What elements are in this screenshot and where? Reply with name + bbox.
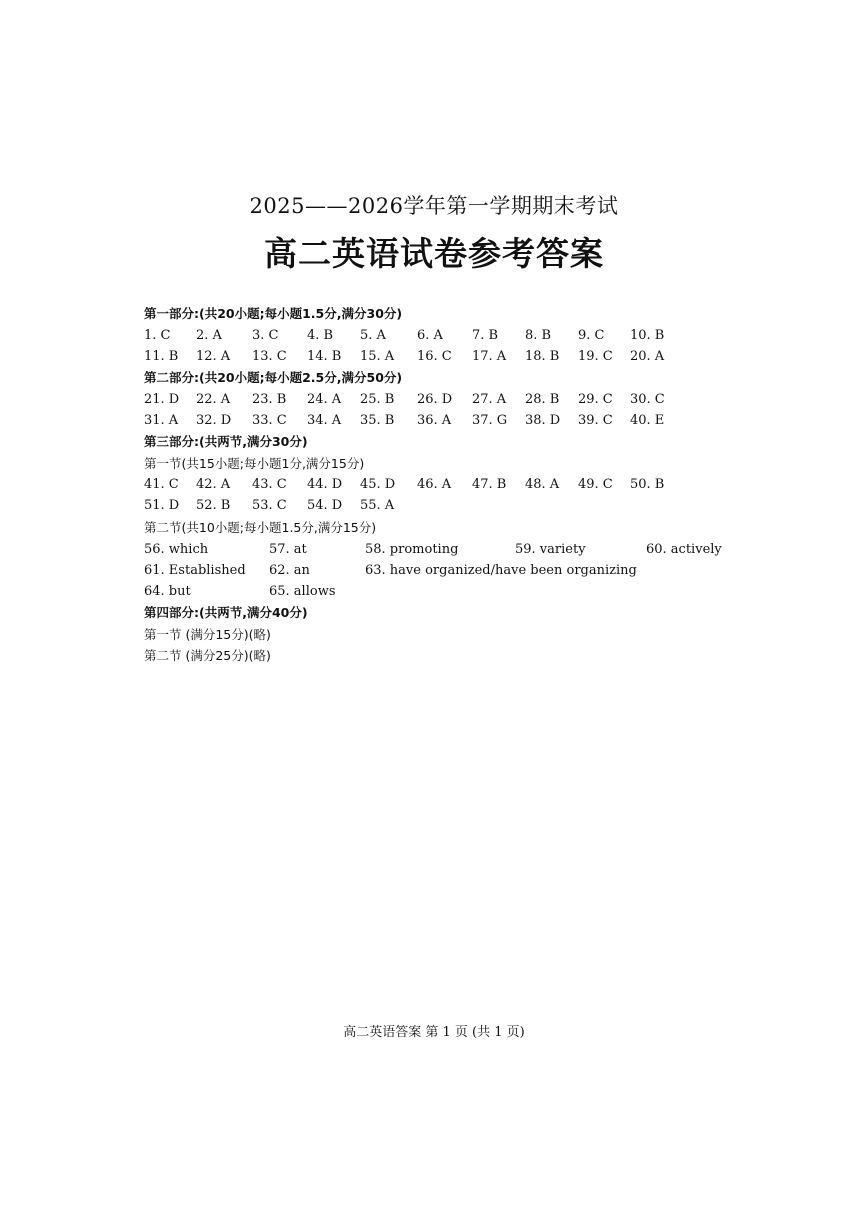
answer-item: 38. D <box>525 413 561 428</box>
part4-section1: 第一节 (满分15分)(略) <box>144 627 271 642</box>
answer-item: 30. C <box>630 392 665 407</box>
answer-item: 13. C <box>252 349 287 364</box>
part4-section2: 第二节 (满分25分)(略) <box>144 648 271 663</box>
answer-item: 60. actively <box>646 542 722 557</box>
answer-item: 57. at <box>269 542 307 557</box>
answer-item: 25. B <box>360 392 395 407</box>
answer-item: 27. A <box>472 392 507 407</box>
answer-key-title: 高二英语试卷参考答案 <box>264 234 604 273</box>
part1-heading: 第一部分:(共20小题;每小题1.5分,满分30分) <box>144 306 403 321</box>
answer-item: 41. C <box>144 477 179 492</box>
answer-item: 2. A <box>196 328 222 343</box>
page-footer: 高二英语答案 第 1 页 (共 1 页) <box>343 1025 525 1040</box>
answer-item: 34. A <box>307 413 342 428</box>
part3-section2-heading: 第二节(共10小题;每小题1.5分,满分15分) <box>144 520 377 535</box>
answer-item: 65. allows <box>269 584 336 599</box>
answer-item: 49. C <box>578 477 613 492</box>
answer-item: 42. A <box>196 477 231 492</box>
answer-item: 50. B <box>630 477 665 492</box>
answer-item: 43. C <box>252 477 287 492</box>
answer-item: 26. D <box>417 392 453 407</box>
answer-item: 33. C <box>252 413 287 428</box>
answer-item: 23. B <box>252 392 287 407</box>
answer-item: 53. C <box>252 498 287 513</box>
answer-item: 20. A <box>630 349 665 364</box>
answer-item: 17. A <box>472 349 507 364</box>
answer-item: 7. B <box>472 328 499 343</box>
answer-item: 56. which <box>144 542 209 557</box>
answer-item: 29. C <box>578 392 613 407</box>
answer-item: 31. A <box>144 413 179 428</box>
part4-heading: 第四部分:(共两节,满分40分) <box>144 605 308 620</box>
answer-item: 12. A <box>196 349 231 364</box>
answer-item: 63. have organized/have been organizing <box>365 563 637 578</box>
answer-item: 36. A <box>417 413 452 428</box>
answer-item: 15. A <box>360 349 395 364</box>
exam-title: 2025——2026学年第一学期期末考试 <box>249 194 619 218</box>
answer-item: 5. A <box>360 328 386 343</box>
answer-item: 62. an <box>269 563 310 578</box>
answer-item: 44. D <box>307 477 343 492</box>
answer-item: 64. but <box>144 584 191 599</box>
part3-section1-heading: 第一节(共15小题;每小题1分,满分15分) <box>144 456 365 471</box>
answer-item: 35. B <box>360 413 395 428</box>
answer-item: 8. B <box>525 328 552 343</box>
answer-item: 39. C <box>578 413 613 428</box>
answer-item: 9. C <box>578 328 605 343</box>
answer-item: 28. B <box>525 392 560 407</box>
answer-item: 32. D <box>196 413 232 428</box>
answer-item: 40. E <box>630 413 665 428</box>
answer-item: 58. promoting <box>365 542 459 557</box>
answer-item: 3. C <box>252 328 279 343</box>
answer-item: 21. D <box>144 392 180 407</box>
part2-heading: 第二部分:(共20小题;每小题2.5分,满分50分) <box>144 370 403 385</box>
answer-item: 47. B <box>472 477 507 492</box>
answer-item: 24. A <box>307 392 342 407</box>
answer-item: 11. B <box>144 349 179 364</box>
answer-item: 1. C <box>144 328 171 343</box>
answer-item: 59. variety <box>515 542 586 557</box>
answer-item: 18. B <box>525 349 560 364</box>
answer-item: 54. D <box>307 498 343 513</box>
answer-item: 52. B <box>196 498 231 513</box>
answer-item: 46. A <box>417 477 452 492</box>
answer-item: 4. B <box>307 328 334 343</box>
answer-item: 45. D <box>360 477 396 492</box>
answer-item: 19. C <box>578 349 613 364</box>
part3-heading: 第三部分:(共两节,满分30分) <box>144 434 308 449</box>
answer-item: 6. A <box>417 328 443 343</box>
answer-item: 16. C <box>417 349 452 364</box>
answer-item: 22. A <box>196 392 231 407</box>
answer-item: 10. B <box>630 328 665 343</box>
answer-item: 14. B <box>307 349 342 364</box>
answer-item: 37. G <box>472 413 508 428</box>
answer-item: 61. Established <box>144 563 246 578</box>
answer-item: 51. D <box>144 498 180 513</box>
answer-item: 55. A <box>360 498 395 513</box>
answer-item: 48. A <box>525 477 560 492</box>
